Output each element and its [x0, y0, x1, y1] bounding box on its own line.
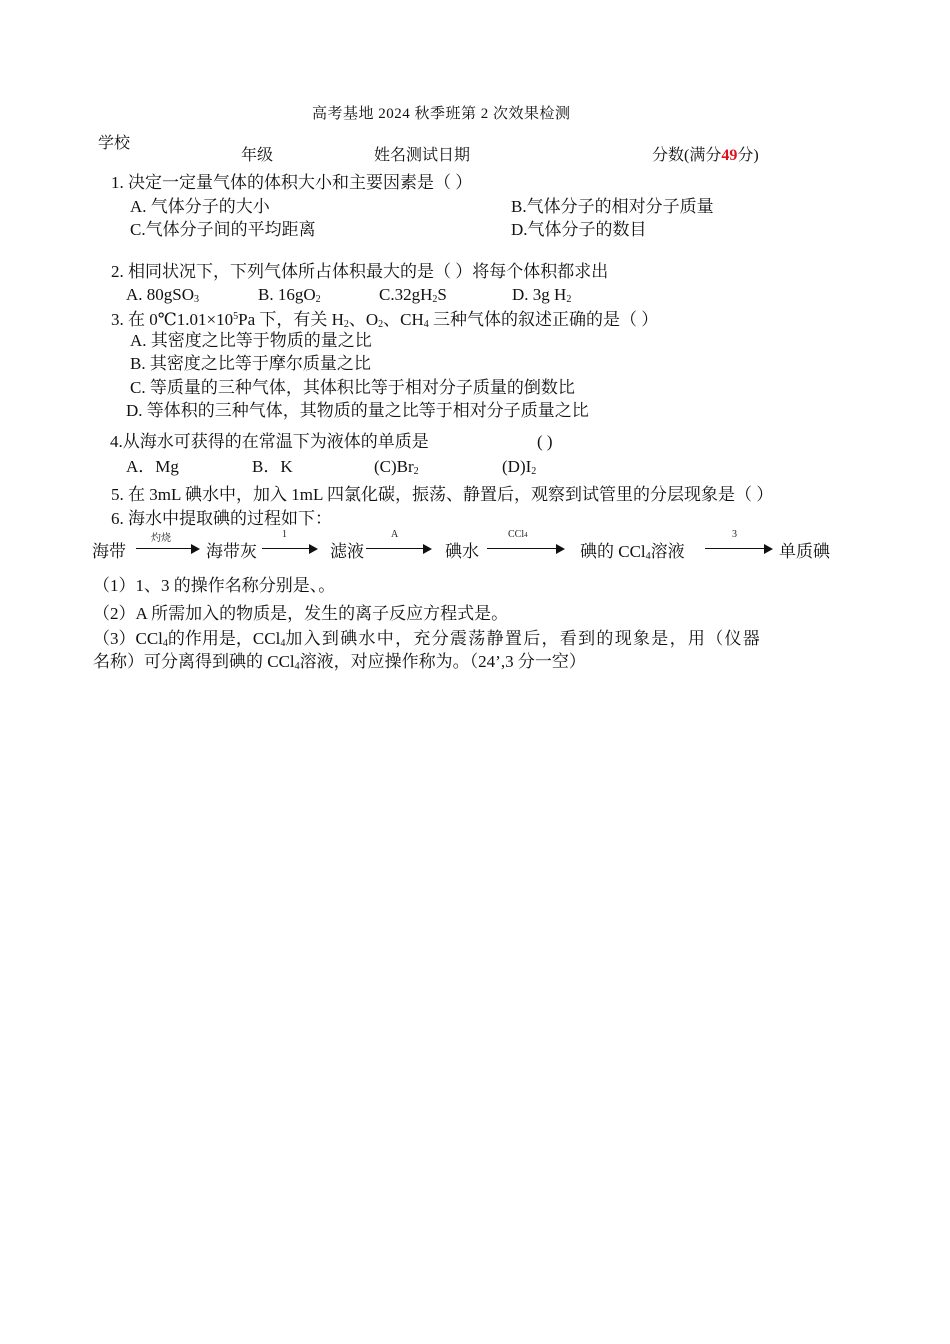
flow-arrow-label-1: 灼烧 — [151, 533, 171, 544]
flow-arrow-5 — [705, 542, 773, 556]
q4-option-d: $(D)I_2$ — [502, 457, 537, 477]
flow-arrow-label-4: CCl4 — [508, 529, 528, 540]
q4-option-c: $(C)Br_2$ — [374, 457, 419, 477]
q4-option-a: A．Mg — [126, 457, 179, 476]
q1-option-c: C.气体分子间的平均距离 — [130, 220, 316, 239]
score-value: 49 — [721, 147, 738, 164]
q4-option-b: B．K — [252, 457, 293, 476]
flow-step-iodine-ccl4-solution: 碘的 CCl$_4$溶液 — [580, 542, 685, 562]
q1-option-a: A. 气体分子的大小 — [130, 197, 270, 216]
flow-step-elemental-iodine: 单质碘 — [779, 542, 830, 561]
q4-answer-paren: ( ) — [537, 432, 553, 451]
q6-part-3: （3）CCl$_4$的作用是，CCl$_4$加入到碘水中，充分震荡静置后，看到的现象是，用（仪器 — [93, 629, 762, 649]
q2-option-a: A. 80gSO$_3$ — [126, 285, 200, 305]
q2-option-b: B. $16gO_2$ — [258, 285, 321, 305]
q3-stem: 3. 在 $0℃1.01\times 10^5Pa$ 下，有关 $H_2$、$O_2$、$CH_4$ 三种气体的叙述正确的是（ ） — [111, 310, 659, 330]
q5-stem: 5. 在 3mL 碘水中，加入 1mL 四氯化碳，振荡、静置后，观察到试管里的分层现象是（ ） — [111, 485, 774, 504]
flow-arrow-4 — [487, 542, 565, 556]
q6-stem: 6. 海水中提取碘的过程如下： — [111, 509, 332, 528]
q3-option-c: C. 等质量的三种气体，其体积比等于相对分子质量的倒数比 — [130, 378, 575, 397]
q3-option-a: A. 其密度之比等于物质的量之比 — [130, 331, 372, 350]
q3-option-d: D. 等体积的三种气体，其物质的量之比等于相对分子质量之比 — [126, 401, 589, 420]
score-label: 分数(满分49分) — [652, 147, 759, 164]
flow-arrow-2 — [262, 542, 318, 556]
q1-option-b: B.气体分子的相对分子质量 — [511, 197, 714, 216]
school-label: 学校 — [98, 135, 131, 152]
q3-option-b: B. 其密度之比等于摩尔质量之比 — [130, 354, 371, 373]
flow-step-filtrate: 滤液 — [330, 542, 364, 561]
flow-arrow-3 — [366, 542, 432, 556]
q4-stem: 4.从海水可获得的在常温下为液体的单质是 — [110, 432, 429, 451]
q1-option-d: D.气体分子的数目 — [511, 220, 647, 239]
name-date-label: 姓名测试日期 — [374, 147, 471, 164]
q2-option-c: $C.32gH_2S$ — [379, 285, 447, 305]
flow-step-seaweed-ash: 海带灰 — [206, 542, 257, 561]
flow-step-seaweed: 海带 — [92, 542, 126, 561]
q6-part-1: （1）1、3 的操作名称分别是、。 — [93, 576, 336, 595]
q2-option-d: D. 3g $H_2$ — [512, 285, 572, 305]
flow-arrow-label-5: 3 — [732, 529, 737, 540]
flow-arrow-label-3: A — [391, 529, 399, 540]
flow-arrow-label-2: 1 — [282, 529, 287, 540]
q1-stem: 1. 决定一定量气体的体积大小和主要因素是（ ） — [111, 173, 473, 192]
q6-part-3-continued: 名称）可分离得到碘的 CCl$_4$溶液，对应操作称为。（24’,3 分一空） — [93, 652, 586, 672]
q6-part-2: （2）A 所需加入的物质是，发生的离子反应方程式是。 — [93, 604, 509, 623]
flow-arrow-1 — [136, 542, 200, 556]
grade-label: 年级 — [241, 147, 274, 164]
q2-stem: 2. 相同状况下，下列气体所占体积最大的是（ ）将每个体积都求出 — [111, 262, 609, 281]
page-title: 高考基地 2024 秋季班第 2 次效果检测 — [312, 106, 571, 122]
flow-step-iodine-water: 碘水 — [445, 542, 479, 561]
